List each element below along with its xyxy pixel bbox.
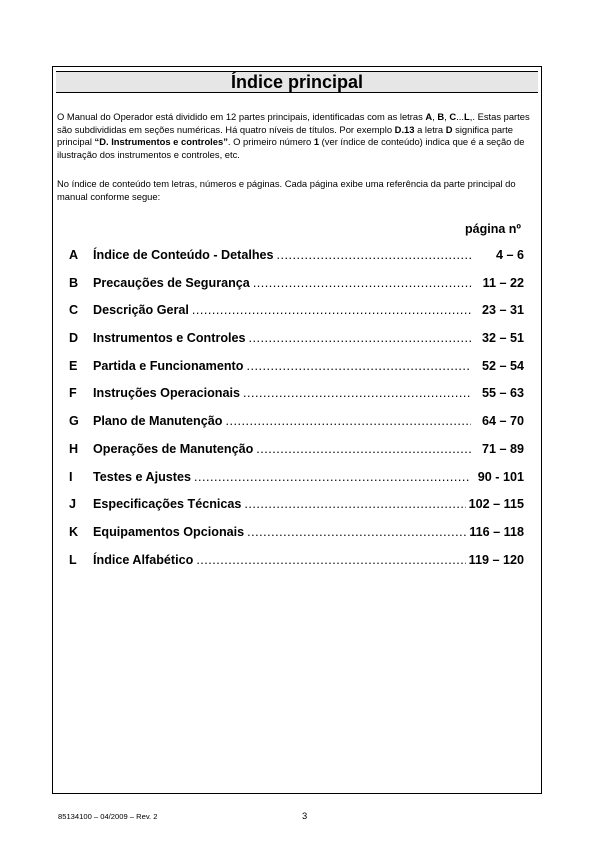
toc-title: Instruções Operacionais — [93, 386, 240, 401]
intro-run: C — [449, 111, 457, 122]
page-title: Índice principal — [56, 71, 538, 93]
intro-run: , — [444, 111, 450, 122]
toc-entry[interactable] — [69, 331, 524, 359]
intro-run: D — [445, 123, 453, 135]
toc-letter: B — [69, 275, 79, 290]
table-of-contents — [69, 248, 524, 580]
toc-pages: 116 – 118 — [469, 524, 524, 539]
intro-run: L — [464, 111, 470, 122]
toc-leader-dots — [247, 525, 466, 539]
intro-run: , — [432, 111, 438, 122]
toc-title: Partida e Funcionamento — [93, 358, 244, 373]
toc-entry[interactable] — [69, 359, 524, 387]
footer-doc-ref: 85134100 – 04/2009 – Rev. 2 — [58, 812, 158, 821]
toc-title: Precauções de Segurança — [93, 275, 250, 290]
toc-pages: 64 – 70 — [481, 414, 524, 429]
intro-run: ... — [456, 111, 465, 122]
toc-leader-dots — [277, 248, 471, 262]
toc-letter: E — [69, 358, 78, 373]
toc-leader-dots — [196, 553, 465, 567]
toc-pages: 32 – 51 — [481, 331, 524, 346]
intro-run: 1 — [313, 136, 320, 148]
toc-leader-dots — [243, 386, 471, 400]
toc-title: Plano de Manutenção — [93, 414, 223, 429]
toc-entry[interactable] — [69, 470, 524, 498]
intro-run: ,. Estas partes são subdivididas em seções numéricas. Há quatro níveis de títulos. Por exemplo — [57, 111, 530, 135]
toc-entry[interactable] — [69, 553, 524, 581]
intro-run: (ver índice de conteúdo) indica que é a seção de ilustração dos instrumentos e controles, etc. — [57, 136, 525, 160]
footer-page-number: 3 — [302, 810, 308, 821]
toc-leader-dots — [194, 470, 471, 484]
toc-letter: A — [69, 248, 79, 262]
intro-run: A — [425, 111, 433, 122]
toc-title: Operações de Manutenção — [93, 441, 254, 456]
toc-entry[interactable] — [69, 276, 524, 304]
intro-run: “D. Instrumentos e controles” — [94, 136, 228, 148]
toc-title: Índice Alfabético — [93, 552, 194, 567]
toc-letter: L — [69, 552, 77, 567]
toc-title: Instrumentos e Controles — [93, 331, 246, 346]
toc-title: Descrição Geral — [93, 303, 189, 318]
toc-entry[interactable] — [69, 525, 524, 553]
toc-title: Índice de Conteúdo - Detalhes — [93, 248, 274, 262]
page-column-header: página nº — [465, 222, 521, 236]
toc-letter: G — [69, 414, 79, 429]
toc-letter: F — [69, 386, 77, 401]
toc-letter: K — [69, 524, 79, 539]
intro-paragraph — [57, 111, 535, 161]
intro-paragraph-2 — [57, 178, 535, 203]
intro-text-2: No índice de conteúdo tem letras, números e páginas. Cada página exibe uma referência da parte principal do manual conforme segue: — [57, 178, 516, 202]
toc-leader-dots — [249, 331, 471, 345]
intro-run: O Manual do Operador está dividido em 12 partes principais, identificadas com as letras — [57, 111, 426, 122]
intro-run: a letra — [414, 123, 446, 135]
intro-run: D.13 — [394, 123, 415, 135]
toc-letter: D — [69, 331, 79, 346]
toc-letter: J — [69, 497, 77, 512]
toc-pages: 90 - 101 — [477, 469, 524, 484]
toc-leader-dots — [253, 276, 471, 290]
toc-pages: 55 – 63 — [481, 386, 524, 401]
toc-leader-dots — [256, 442, 471, 456]
toc-pages: 119 – 120 — [468, 552, 524, 567]
toc-pages: 52 – 54 — [481, 358, 524, 373]
toc-entry[interactable] — [69, 442, 524, 470]
toc-title: Equipamentos Opcionais — [93, 524, 245, 539]
toc-leader-dots — [246, 359, 471, 373]
toc-title: Especificações Técnicas — [93, 497, 242, 512]
toc-pages: 11 – 22 — [482, 275, 524, 290]
toc-pages: 4 – 6 — [495, 248, 524, 262]
toc-leader-dots — [244, 497, 465, 511]
toc-pages: 23 – 31 — [481, 303, 524, 318]
page-frame — [52, 66, 542, 794]
toc-pages: 102 – 115 — [468, 497, 524, 512]
intro-text — [57, 111, 535, 161]
toc-leader-dots — [192, 303, 471, 317]
toc-entry[interactable] — [69, 248, 524, 276]
toc-entry[interactable] — [69, 497, 524, 525]
toc-title: Testes e Ajustes — [93, 469, 191, 484]
intro-run: . O primeiro número — [227, 136, 314, 148]
toc-entry[interactable] — [69, 414, 524, 442]
intro-run: significa parte principal — [57, 123, 513, 148]
toc-letter: I — [69, 469, 73, 484]
toc-entry[interactable] — [69, 303, 524, 331]
intro-run: B — [437, 111, 445, 122]
toc-leader-dots — [225, 414, 471, 428]
toc-pages: 71 – 89 — [481, 441, 524, 456]
toc-letter: H — [69, 441, 79, 456]
toc-entry[interactable] — [69, 386, 524, 414]
toc-letter: C — [69, 303, 79, 318]
